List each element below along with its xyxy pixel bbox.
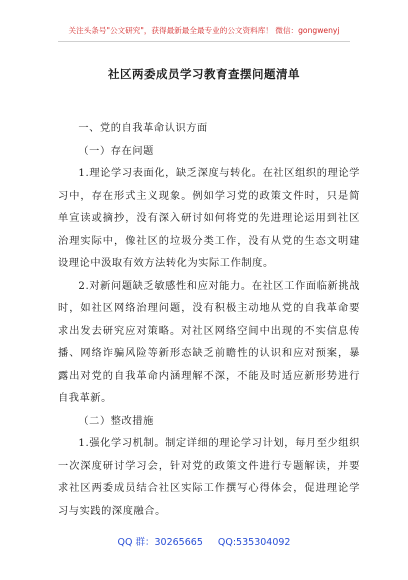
body-paragraph: 1.理论学习表面化，缺乏深度与转化。在社区组织的理论学习中，存在形式主义现象。例如学习党的政策文件时，只是简单宣读或摘抄，没有深入研讨如何将党的先进理论运用到社区治理实际中，像社区的垃圾分类工作，没有从党的生态文明建设理论中汲取有效方法转化为实际工作制度。 bbox=[58, 168, 360, 269]
footer-qq: QQ:535304092 bbox=[217, 537, 291, 548]
body-paragraph: 1.强化学习机制。制定详细的理论学习计划，每月至少组织一次深度研讨学习会，针对党的政策文件进行专题解读，并要求社区两委成员结合社区实际工作撰写心得体会，促进理论学习与实践的深度融合。 bbox=[58, 438, 360, 517]
section-heading: 一、党的自我革命认识方面 bbox=[78, 123, 208, 134]
footer-qq-group: QQ 群：30265665 bbox=[117, 537, 203, 548]
body-paragraph: 2.对新问题缺乏敏感性和应对能力。在社区工作面临新挑战时，如社区网络治理问题，没有积极主动地从党的自我革命要求出发去研究应对策略。对社区网络空间中出现的不实信息传播、网络诈骗风险等新形态缺乏前瞻性的认识和应对预案，暴露出对党的自我革命内涵理解不深，不能及时适应新形势进行自我革新。 bbox=[58, 280, 360, 404]
document-title: 社区两委成员学习教育查摆问题清单 bbox=[108, 67, 300, 81]
document-body bbox=[58, 118, 360, 523]
subsection-heading-problems: （一）存在问题 bbox=[78, 145, 154, 157]
footer-contact bbox=[0, 534, 408, 548]
header-divider bbox=[58, 41, 350, 42]
header-banner: 关注头条号"公文研究"，获得最新最全最专业的公文资料库！ 微信：gongwenyj bbox=[68, 26, 340, 35]
subsection-heading-measures: （二）整改措施 bbox=[78, 415, 154, 427]
